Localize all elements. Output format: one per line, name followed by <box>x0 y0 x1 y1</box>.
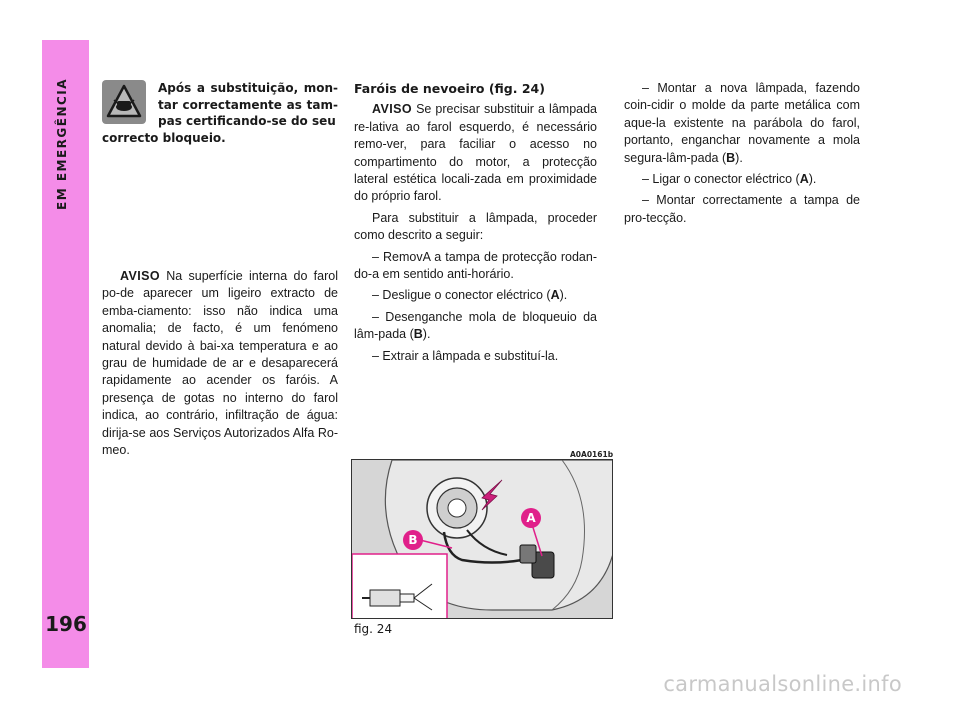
step-text: ). <box>808 172 817 187</box>
column-1 <box>102 268 338 463</box>
column-2 <box>354 80 597 369</box>
aviso-paragraph <box>102 268 338 459</box>
aviso-paragraph <box>354 101 597 205</box>
callout-ref: B <box>413 327 423 342</box>
step-3 <box>354 309 597 344</box>
step-2 <box>354 287 597 304</box>
figure-caption: fig. 24 <box>354 622 393 636</box>
aviso-label: AVISO <box>372 102 412 117</box>
aviso-text: Na superfície interna do farol po-de aparecer um ligeiro extracto de emba-ciamento: isso não indica uma anomalia; de facto, é um fenómeno natural devido à bai-xa temperatura e ao grau de humidade de ar e desaparecerá rapidamente ao acender os faróis. A presença de gotas no interno do farol indica, ao contrário, infiltração de água: dirija-se aos Serviços Autorizados Alfa Ro-meo. <box>102 269 338 458</box>
intro-paragraph: Para substituir a lâmpada, proceder como descrito a seguir: <box>354 210 597 243</box>
callout-a: A <box>521 508 541 528</box>
callout-b: B <box>403 530 423 550</box>
fog-lamp-figure <box>351 459 613 619</box>
warning-block <box>102 80 338 146</box>
page-number: 196 <box>45 612 87 636</box>
warning-rest: correcto bloqueio. <box>102 130 226 145</box>
aviso-text: Se precisar substituir a lâmpada re-lativa ao farol esquerdo, é necessário remo-ver, para faciliar o acesso no compartimento do motor, a protecção lateral estética locali-zada em proximidade do próprio farol. <box>354 102 597 204</box>
step-text: – Desligue o conector eléctrico ( <box>372 288 551 303</box>
step-text: – Montar a nova lâmpada, fazendo coin-cidir o molde da parte metálica com aque-la existente na parábola do farol, portanto, enganchar novamente a mola segura-lâm-pada ( <box>624 81 860 165</box>
step-text: – Desenganche mola de bloqueuio da lâm-pada ( <box>354 309 597 342</box>
callout-ref: A <box>550 288 560 303</box>
step-6 <box>624 171 860 188</box>
section-title <box>55 192 69 210</box>
section-heading: Faróis de nevoeiro (fig. 24) <box>354 81 545 96</box>
column-3 <box>624 80 860 231</box>
callout-ref: B <box>726 150 736 165</box>
step-5 <box>624 80 860 167</box>
step-text: ). <box>559 288 568 303</box>
step-7: – Montar correctamente a tampa de pro-tecção. <box>624 193 860 225</box>
step-1: – RemovA a tampa de protecção rodan-do-a em sentido anti-horário. <box>354 249 597 282</box>
watermark: carmanualsonline.info <box>663 672 902 696</box>
step-text: – Ligar o conector eléctrico ( <box>642 172 800 187</box>
lamp-warning-icon <box>102 80 146 124</box>
step-text: ). <box>422 327 431 342</box>
step-text: ). <box>735 150 743 165</box>
callout-ref: A <box>799 172 809 187</box>
aviso-label: AVISO <box>120 269 160 283</box>
warning-lead: Após a substituição, mon-tar correctamente as tam-pas certificando-se do seu <box>158 81 338 128</box>
step-4: – Extrair a lâmpada e substituí-la. <box>372 348 559 363</box>
figure-ref-code: A0A0161b <box>570 450 614 459</box>
